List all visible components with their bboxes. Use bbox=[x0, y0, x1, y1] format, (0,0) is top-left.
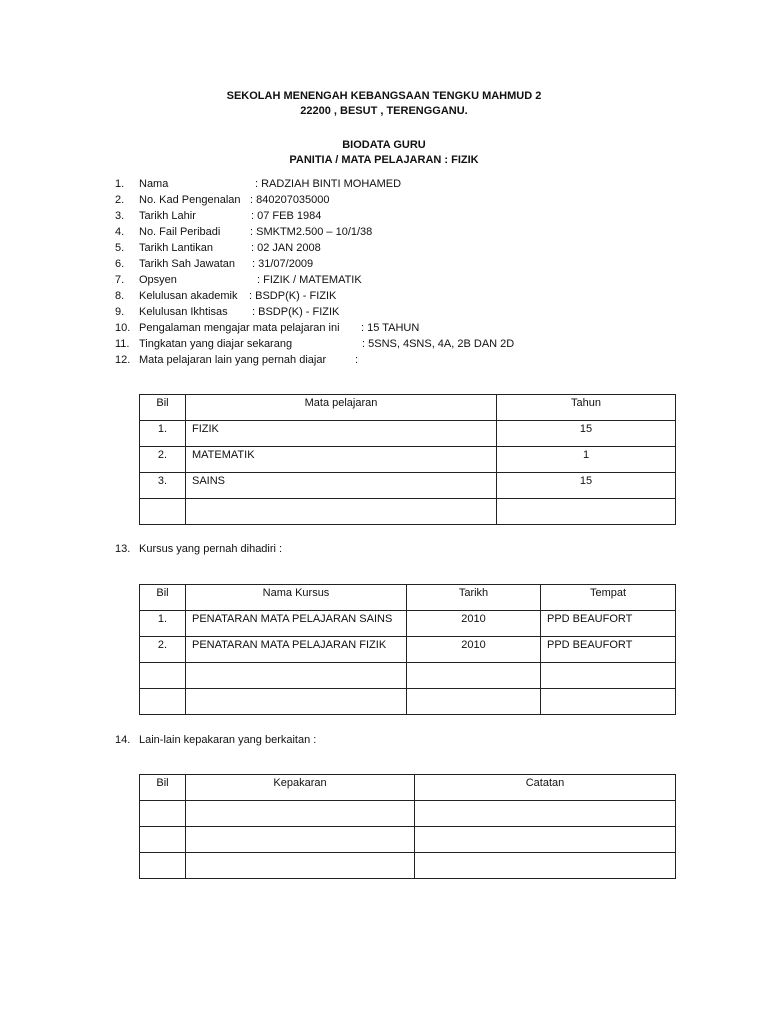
cell-subject: MATEMATIK bbox=[186, 447, 497, 473]
list-item bbox=[115, 257, 735, 273]
item-value: : 07 FEB 1984 bbox=[251, 210, 322, 222]
biodata-list bbox=[115, 177, 735, 369]
cell-bil bbox=[140, 499, 186, 525]
cell-year: 15 bbox=[497, 473, 676, 499]
cell-date bbox=[407, 663, 541, 689]
column-header-notes: Catatan bbox=[415, 775, 676, 801]
column-header-bil: Bil bbox=[140, 395, 186, 421]
cell-course-name bbox=[186, 663, 407, 689]
cell-course-name bbox=[186, 689, 407, 715]
item-value: : RADZIAH BINTI MOHAMED bbox=[255, 178, 402, 190]
item-number: 4. bbox=[115, 226, 125, 238]
item-label: Mata pelajaran lain yang pernah diajar bbox=[139, 354, 327, 366]
document-title: BIODATA GURU bbox=[342, 139, 426, 151]
document-header bbox=[0, 89, 768, 168]
cell-bil bbox=[140, 689, 186, 715]
cell-place: PPD BEAUFORT bbox=[541, 611, 676, 637]
column-header-date: Tarikh bbox=[407, 585, 541, 611]
section-number: 13. bbox=[115, 543, 131, 555]
item-label: Tarikh Lantikan bbox=[139, 242, 213, 254]
item-label: No. Kad Pengenalan bbox=[139, 194, 241, 206]
item-number: 7. bbox=[115, 274, 125, 286]
item-label: Tarikh Lahir bbox=[139, 210, 196, 222]
list-item bbox=[115, 337, 735, 353]
cell-date: 2010 bbox=[407, 611, 541, 637]
school-address: 22200 , BESUT , TERENGGANU. bbox=[300, 105, 468, 117]
table-row bbox=[140, 473, 676, 499]
cell-date bbox=[407, 689, 541, 715]
list-item bbox=[115, 177, 735, 193]
list-item bbox=[115, 353, 735, 369]
column-header-course-name: Nama Kursus bbox=[186, 585, 407, 611]
item-value: : FIZIK / MATEMATIK bbox=[257, 274, 362, 286]
list-item bbox=[115, 321, 735, 337]
cell-expertise bbox=[186, 827, 415, 853]
item-number: 8. bbox=[115, 290, 125, 302]
cell-course-name: PENATARAN MATA PELAJARAN FIZIK bbox=[186, 637, 407, 663]
item-number: 10. bbox=[115, 322, 131, 334]
item-value: : BSDP(K) - FIZIK bbox=[252, 306, 340, 318]
column-header-place: Tempat bbox=[541, 585, 676, 611]
item-number: 3. bbox=[115, 210, 125, 222]
cell-notes bbox=[415, 827, 676, 853]
cell-bil bbox=[140, 827, 186, 853]
table-row bbox=[140, 663, 676, 689]
cell-subject: FIZIK bbox=[186, 421, 497, 447]
column-header-expertise: Kepakaran bbox=[186, 775, 415, 801]
cell-bil bbox=[140, 801, 186, 827]
section-14-label bbox=[115, 734, 316, 746]
item-value: : SMKTM2.500 – 10/1/38 bbox=[250, 226, 373, 238]
item-value: : 02 JAN 2008 bbox=[251, 242, 321, 254]
item-value: : 840207035000 bbox=[250, 194, 330, 206]
table-row bbox=[140, 611, 676, 637]
item-value: : bbox=[355, 354, 359, 366]
table-row bbox=[140, 689, 676, 715]
courses-table bbox=[139, 584, 676, 715]
item-number: 2. bbox=[115, 194, 125, 206]
section-13-label bbox=[115, 543, 282, 555]
cell-bil bbox=[140, 853, 186, 879]
item-number: 12. bbox=[115, 354, 131, 366]
item-number: 6. bbox=[115, 258, 125, 270]
table-row bbox=[140, 853, 676, 879]
table-row bbox=[140, 447, 676, 473]
column-header-bil: Bil bbox=[140, 775, 186, 801]
cell-expertise bbox=[186, 853, 415, 879]
item-label: Pengalaman mengajar mata pelajaran ini bbox=[139, 322, 340, 334]
cell-year bbox=[497, 499, 676, 525]
item-label: Tingkatan yang diajar sekarang bbox=[139, 338, 293, 350]
table-row bbox=[140, 801, 676, 827]
cell-year: 1 bbox=[497, 447, 676, 473]
cell-subject bbox=[186, 499, 497, 525]
column-header-subject: Mata pelajaran bbox=[186, 395, 497, 421]
subjects-table bbox=[139, 394, 676, 525]
item-number: 11. bbox=[115, 338, 130, 350]
list-item bbox=[115, 241, 735, 257]
list-item bbox=[115, 209, 735, 225]
item-label: Opsyen bbox=[139, 274, 177, 286]
cell-notes bbox=[415, 853, 676, 879]
table-header-row bbox=[140, 395, 676, 421]
cell-bil: 3. bbox=[140, 473, 186, 499]
cell-subject: SAINS bbox=[186, 473, 497, 499]
list-item bbox=[115, 305, 735, 321]
cell-bil: 2. bbox=[140, 447, 186, 473]
item-number: 5. bbox=[115, 242, 125, 254]
list-item bbox=[115, 225, 735, 241]
item-value: : 15 TAHUN bbox=[361, 322, 420, 334]
cell-place bbox=[541, 689, 676, 715]
item-label: Nama bbox=[139, 178, 169, 190]
list-item bbox=[115, 193, 735, 209]
item-number: 1. bbox=[115, 178, 125, 190]
expertise-table bbox=[139, 774, 676, 879]
section-number: 14. bbox=[115, 734, 131, 746]
table-header-row bbox=[140, 585, 676, 611]
item-number: 9. bbox=[115, 306, 125, 318]
item-label: Tarikh Sah Jawatan bbox=[139, 258, 235, 270]
section-text: Kursus yang pernah dihadiri : bbox=[139, 543, 283, 555]
item-value: : 31/07/2009 bbox=[252, 258, 314, 270]
column-header-year: Tahun bbox=[497, 395, 676, 421]
cell-expertise bbox=[186, 801, 415, 827]
cell-bil: 1. bbox=[140, 611, 186, 637]
cell-bil: 1. bbox=[140, 421, 186, 447]
cell-date: 2010 bbox=[407, 637, 541, 663]
item-value: : BSDP(K) - FIZIK bbox=[249, 290, 337, 302]
cell-bil bbox=[140, 663, 186, 689]
table-row bbox=[140, 827, 676, 853]
cell-place: PPD BEAUFORT bbox=[541, 637, 676, 663]
item-value: : 5SNS, 4SNS, 4A, 2B DAN 2D bbox=[362, 338, 515, 350]
table-row bbox=[140, 499, 676, 525]
cell-course-name: PENATARAN MATA PELAJARAN SAINS bbox=[186, 611, 407, 637]
table-row bbox=[140, 421, 676, 447]
item-label: No. Fail Peribadi bbox=[139, 226, 221, 238]
school-name: SEKOLAH MENENGAH KEBANGSAAN TENGKU MAHMUD 2 bbox=[226, 90, 542, 102]
table-header-row bbox=[140, 775, 676, 801]
section-text: Lain-lain kepakaran yang berkaitan : bbox=[139, 734, 317, 746]
item-label: Kelulusan Ikhtisas bbox=[139, 306, 228, 318]
cell-place bbox=[541, 663, 676, 689]
cell-notes bbox=[415, 801, 676, 827]
subject-line: PANITIA / MATA PELAJARAN : FIZIK bbox=[289, 154, 479, 166]
list-item bbox=[115, 289, 735, 305]
item-label: Kelulusan akademik bbox=[139, 290, 238, 302]
cell-bil: 2. bbox=[140, 637, 186, 663]
column-header-bil: Bil bbox=[140, 585, 186, 611]
table-row bbox=[140, 637, 676, 663]
list-item bbox=[115, 273, 735, 289]
cell-year: 15 bbox=[497, 421, 676, 447]
